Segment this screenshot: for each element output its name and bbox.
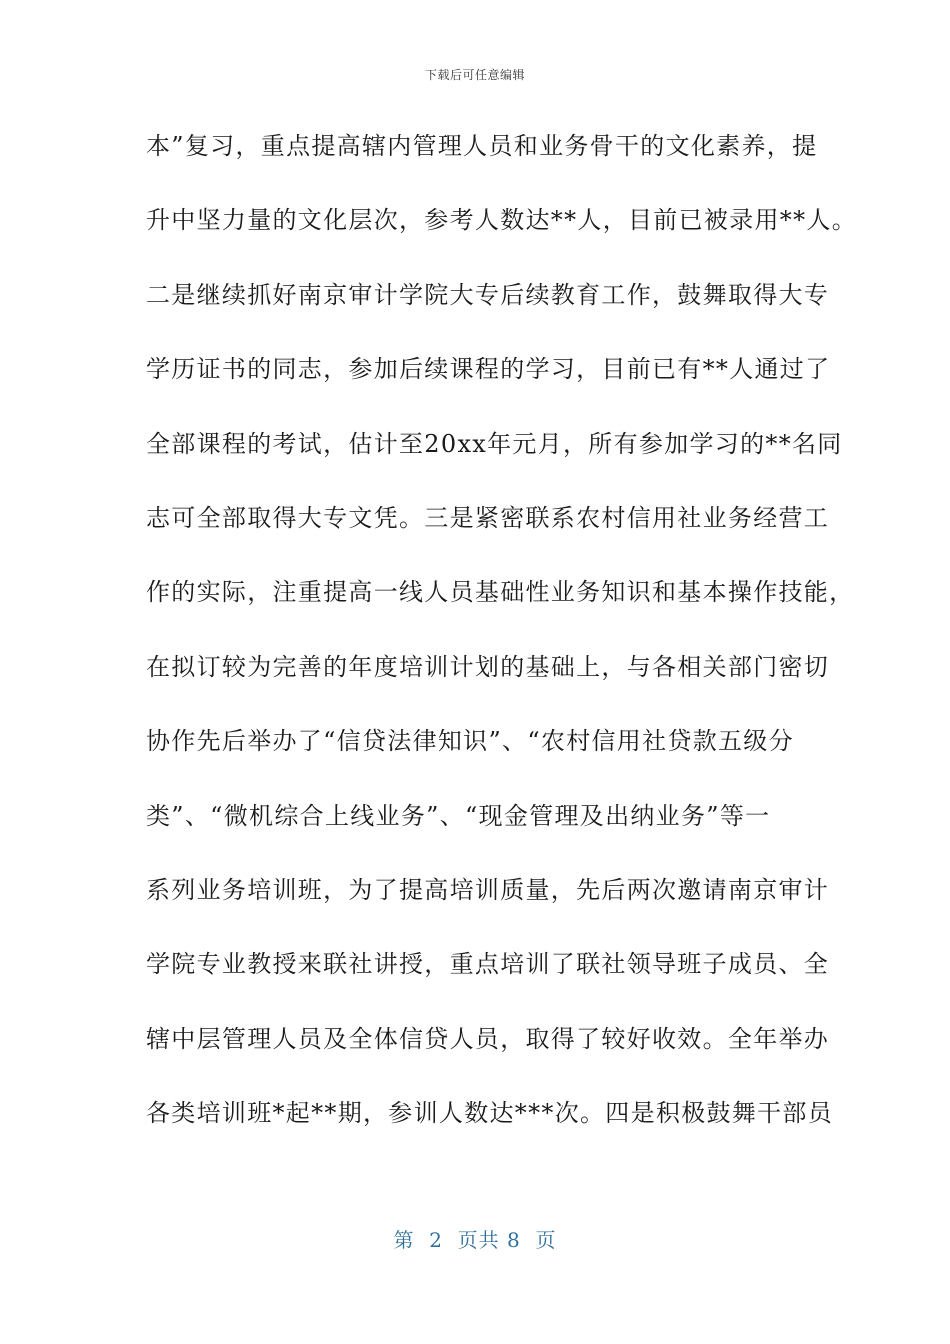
body-line: 升中坚力量的文化层次，参考人数达**人，目前已被录用**人。 (146, 206, 857, 235)
page-number: 第 2 页共 8 页 (393, 1228, 557, 1252)
body-line: 系列业务培训班，为了提高培训质量，先后两次邀请南京审计 (146, 875, 830, 904)
body-line: 辖中层管理人员及全体信贷人员，取得了较好收效。全年举办 (146, 1024, 830, 1053)
body-line: 各类培训班*起**期，参训人数达***次。四是积极鼓舞干部员 (146, 1099, 833, 1128)
body-line: 学院专业教授来联社讲授，重点培训了联社领导班子成员、全 (146, 950, 830, 979)
header-note: 下载后可任意编辑 (424, 68, 525, 82)
body-line: 在拟订较为完善的年度培训计划的基础上，与各相关部门密切 (146, 652, 830, 681)
body-line: 作的实际，注重提高一线人员基础性业务知识和基本操作技能， (146, 578, 855, 607)
body-line: 协作先后举办了“信贷法律知识”、“农村信用社贷款五级分 (146, 727, 794, 756)
body-line: 志可全部取得大专文凭。三是紧密联系农村信用社业务经营工 (146, 503, 830, 532)
body-text (146, 120, 857, 1161)
body-line: 二是继续抓好南京审计学院大专后续教育工作，鼓舞取得大专 (146, 280, 830, 309)
body-line: 本”复习，重点提高辖内管理人员和业务骨干的文化素养，提 (146, 132, 818, 160)
body-line: 全部课程的考试，估计至20xx年元月，所有参加学习的**名同 (146, 429, 843, 458)
body-line: 类”、“微机综合上线业务”、“现金管理及出纳业务”等一 (146, 801, 771, 830)
body-line: 学历证书的同志，参加后续课程的学习，目前已有**人通过了 (146, 355, 831, 384)
